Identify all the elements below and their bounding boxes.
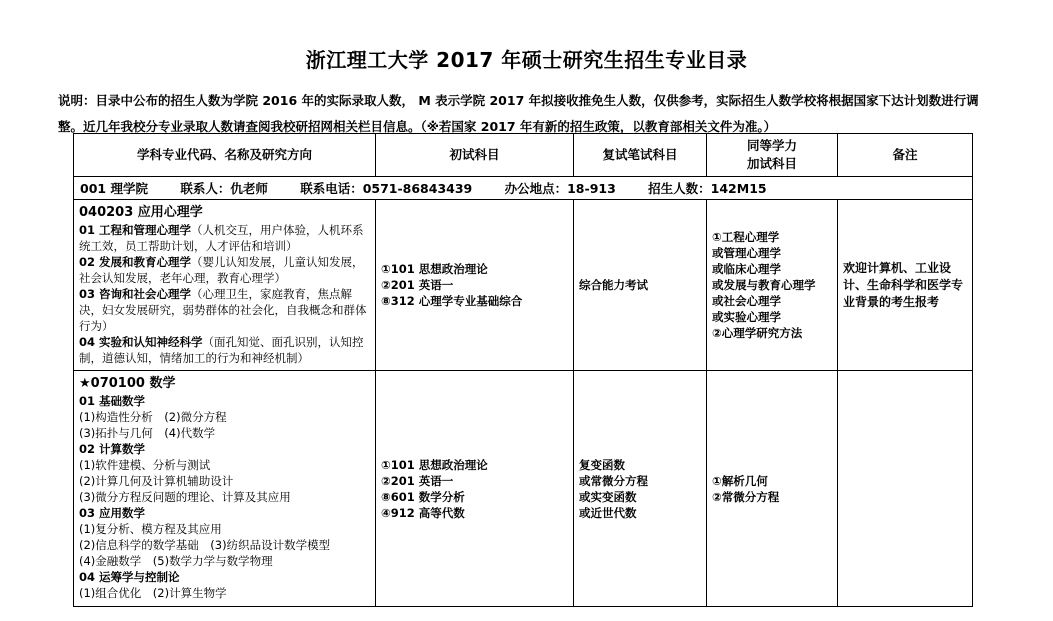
exam-subject: 复变函数	[579, 457, 625, 472]
exam-subject: 综合能力考试	[579, 278, 648, 292]
remark-cell	[838, 371, 973, 607]
exam-subject: ②常微分方程	[712, 489, 780, 504]
exam-subject: ②心理学研究方法	[712, 326, 803, 340]
exam-subject: ①解析几何	[712, 473, 768, 488]
exam-subject: ④912 高等代数	[381, 505, 465, 520]
direction-item: 03 咨询和社会心理学（心理卫生，家庭教育，焦点解决，妇女发展研究，弱势群体的社会化，自我概念和群体行为）	[79, 287, 367, 333]
exam-subject: 或社会心理学	[712, 294, 781, 308]
catalog-table	[73, 133, 973, 607]
header-equiv-line2: 加试科目	[746, 156, 797, 171]
exam-subject: ⑧601 数学分析	[381, 489, 465, 504]
major-title: 040203 应用心理学	[79, 205, 203, 220]
school-name: 001 理学院	[80, 181, 148, 196]
sub-direction: (3)拓扑与几何 (4)代数学	[79, 426, 216, 440]
exam-subject: 或近世代数	[579, 505, 637, 520]
initial-exam-cell	[376, 200, 574, 371]
exam-subject: 或管理心理学	[712, 246, 781, 260]
sub-direction: (2)计算几何及计算机辅助设计	[79, 474, 234, 488]
exam-subject: ②201 英语一	[381, 473, 454, 488]
equiv-exam-cell	[707, 200, 838, 371]
table-header-row	[74, 134, 973, 177]
sub-direction: (1)软件建模、分析与测试	[79, 458, 211, 472]
school-phone: 联系电话：0571-86843439	[300, 181, 473, 196]
sub-direction: (3)微分方程反问题的理论、计算及其应用	[79, 490, 291, 504]
remark-cell	[838, 200, 973, 371]
header-major: 学科专业代码、名称及研究方向	[74, 134, 376, 177]
header-initial: 初试科目	[376, 134, 574, 177]
major-cell	[74, 371, 376, 607]
retest-exam-cell	[574, 371, 707, 607]
exam-subject: 或常微分方程	[579, 473, 648, 488]
initial-exam-cell	[376, 371, 574, 607]
exam-subject: 或实验心理学	[712, 310, 781, 324]
direction-item: 01 基础数学	[79, 394, 146, 408]
school-quota: 招生人数：142M15	[648, 181, 767, 196]
school-contact: 联系人：仇老师	[180, 181, 268, 196]
sub-direction: (1)复分析、模方程及其应用	[79, 522, 222, 536]
exam-subject: 或发展与教育心理学	[712, 278, 816, 292]
direction-item: 02 发展和教育心理学（婴儿认知发展，儿童认知发展，社会认知发展，老年心理，教育心理学）	[79, 255, 364, 285]
header-retest: 复试笔试科目	[574, 134, 707, 177]
major-row-psychology	[74, 200, 973, 371]
equiv-exam-cell	[707, 371, 838, 607]
retest-exam-cell	[574, 200, 707, 371]
direction-item: 04 运筹学与控制论	[79, 570, 180, 584]
sub-direction: (1)组合优化 (2)计算生物学	[79, 586, 227, 600]
exam-subject: 或临床心理学	[712, 262, 781, 276]
school-info	[74, 177, 973, 200]
note-paragraph: 说明：目录中公布的招生人数为学院 2016 年的实际录取人数， M 表示学院 2017 年拟接收推免生人数，仅供参考，实际招生人数学校将根据国家下达计划数进行调整。近几年我校分专业录取人数请查阅我校研招网相关栏目信息。（※若国家 2017 年有新的招生政策，以教育部相关文件为准。）	[58, 93, 979, 134]
direction-item: 03 应用数学	[79, 506, 146, 520]
header-remark: 备注	[838, 134, 973, 177]
header-equiv	[707, 134, 838, 177]
remark-text: 欢迎计算机、工业设计、生命科学和医学专业背景的考生报考	[843, 260, 964, 309]
major-row-math	[74, 371, 973, 607]
major-title: ★070100 数学	[79, 376, 176, 391]
exam-subject: ②201 英语一	[381, 278, 454, 292]
school-row	[74, 177, 973, 200]
direction-item: 02 计算数学	[79, 442, 146, 456]
exam-subject: ①101 思想政治理论	[381, 262, 488, 276]
exam-subject: ⑧312 心理学专业基础综合	[381, 294, 523, 308]
sub-direction: (1)构造性分析 (2)微分方程	[79, 410, 227, 424]
sub-direction: (4)金融数学 (5)数学力学与数学物理	[79, 554, 273, 568]
exam-subject: ①工程心理学	[712, 230, 780, 244]
major-cell	[74, 200, 376, 371]
direction-item: 04 实验和认知神经科学（面孔知觉、面孔识别，认知控制，道德认知，情绪加工的行为和神经机制）	[79, 335, 364, 365]
direction-item: 01 工程和管理心理学（人机交互，用户体验，人机环系统工效，员工帮助计划，人才评估和培训）	[79, 223, 364, 253]
exam-subject: ①101 思想政治理论	[381, 457, 488, 472]
sub-direction: (2)信息科学的数学基础 (3)纺织品设计数学模型	[79, 538, 331, 552]
school-office: 办公地点：18-913	[504, 181, 616, 196]
header-equiv-line1: 同等学力	[746, 138, 797, 153]
exam-subject: 或实变函数	[579, 489, 637, 504]
page-title: 浙江理工大学 2017 年硕士研究生招生专业目录	[305, 48, 748, 72]
